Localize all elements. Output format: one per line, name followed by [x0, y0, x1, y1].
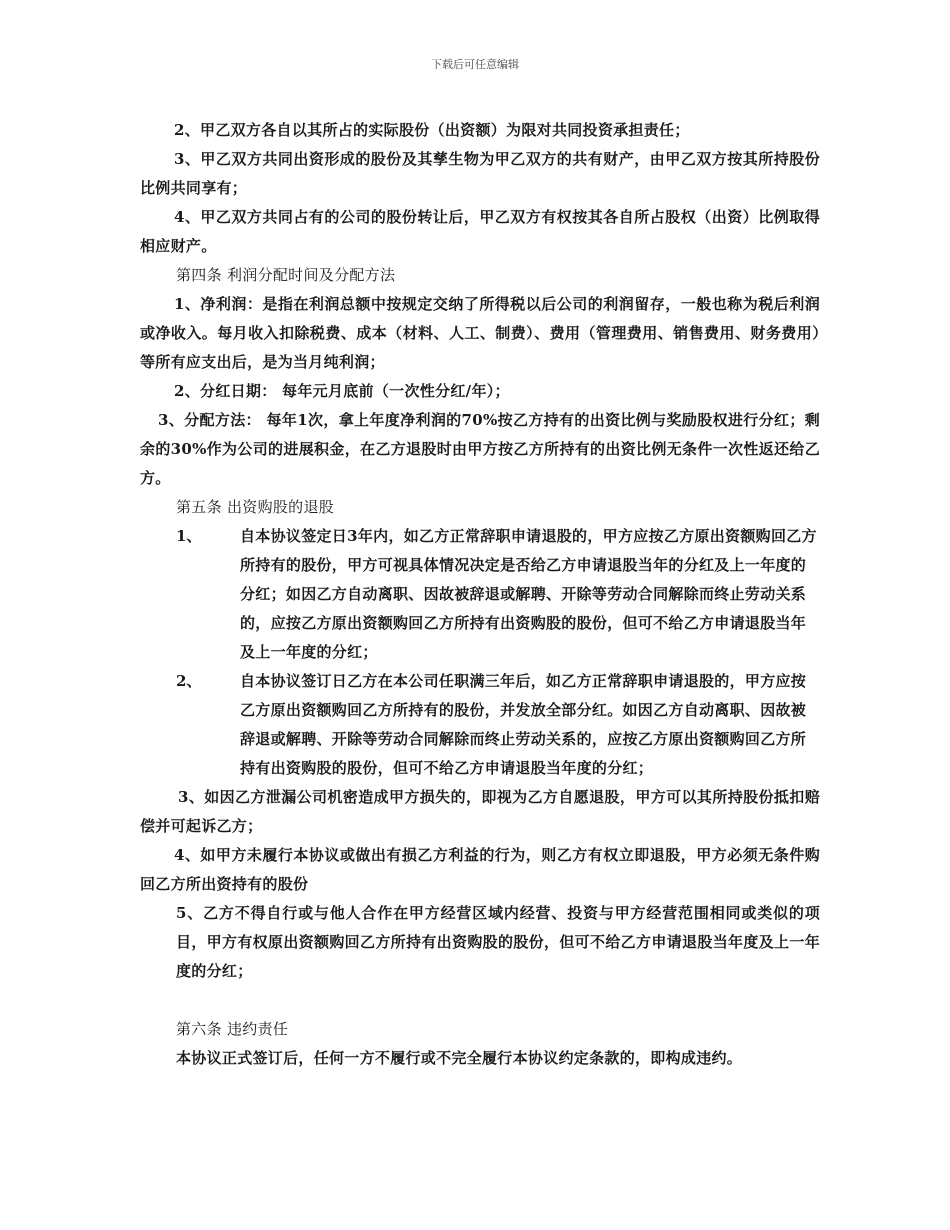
article-5-item-5: 5、乙方不得自行或与他人合作在甲方经营区域内经营、投资与甲方经营范围相同或类似的项目，甲方有权原出资额购回乙方所持有出资购股的股份，但可不给乙方申请退股当年度及上一年度的分红；	[176, 904, 820, 980]
document-body	[140, 116, 820, 1073]
article-5-item-1	[140, 522, 820, 667]
list-number: 2、	[176, 672, 202, 690]
spacer	[140, 986, 820, 1015]
clause-3-item-4: 4、甲乙双方共同占有的公司的股份转让后，甲乙双方有权按其各自所占股权（出资）比例取得相应财产。	[140, 208, 820, 255]
clause-3-item-2: 2、甲乙双方各自以其所占的实际股份（出资额）为限对共同投资承担责任；	[174, 121, 690, 139]
list-number: 1、	[176, 527, 202, 545]
article-4-item-1: 1、净利润：是指在利润总额中按规定交纳了所得税以后公司的利润留存，一般也称为税后利润或净收入。每月收入扣除税费、成本（材料、人工、制费）、费用（管理费用、销售费用、财务费用）等所有应支出后，是为当月纯利润；	[140, 295, 820, 371]
page-header: 下载后可任意编辑	[431, 58, 519, 71]
list-text: 自本协议签订日乙方在本公司任职满三年后，如乙方正常辞职申请退股的，甲方应按乙方原出资额购回乙方所持有的股份，并发放全部分红。如因乙方自动离职、因故被辞退或解聘、开除等劳动合同解除而终止劳动关系的，应按乙方原出资额购回乙方所持有出资购股的股份，但可不给乙方申请退股当年度的分红；	[240, 672, 807, 777]
article-4-item-2: 2、分红日期： 每年元月底前（一次性分红/年）；	[174, 382, 510, 400]
article-5-item-2	[140, 667, 820, 783]
article-4-heading: 第四条 利润分配时间及分配方法	[176, 266, 396, 284]
clause-3-item-3: 3、甲乙双方共同出资形成的股份及其孳生物为甲乙双方的共有财产，由甲乙双方按其所持股份比例共同享有；	[140, 150, 820, 197]
article-5-item-3: 3、如因乙方泄漏公司机密造成甲方损失的，即视为乙方自愿退股，甲方可以其所持股份抵扣赔偿并可起诉乙方；	[140, 788, 820, 835]
article-6-item-1: 本协议正式签订后，任何一方不履行或不完全履行本协议约定条款的，即构成违约。	[176, 1049, 743, 1067]
list-text: 自本协议签定日3年内，如乙方正常辞职申请退股的，甲方应按乙方原出资额购回乙方所持有的股份，甲方可视具体情况决定是否给乙方申请退股当年的分红及上一年度的分红；如因乙方自动离职、因故被辞退或解聘、开除等劳动合同解除而终止劳动关系的，应按乙方原出资额购回乙方所持有出资购股的股份，但可不给乙方申请退股当年及上一年度的分红；	[240, 527, 817, 661]
article-5-item-4: 4、如甲方未履行本协议或做出有损乙方利益的行为，则乙方有权立即退股，甲方必须无条件购回乙方所出资持有的股份	[140, 846, 820, 893]
article-5-heading: 第五条 出资购股的退股	[176, 498, 335, 516]
article-4-item-3: 3、分配方法： 每年1次，拿上年度净利润的70%按乙方持有的出资比例与奖励股权进行分红；剩余的30%作为公司的进展积金，在乙方退股时由甲方按乙方所持有的出资比例无条件一次性返还给乙方。	[140, 411, 820, 487]
article-6-heading: 第六条 违约责任	[176, 1020, 289, 1038]
